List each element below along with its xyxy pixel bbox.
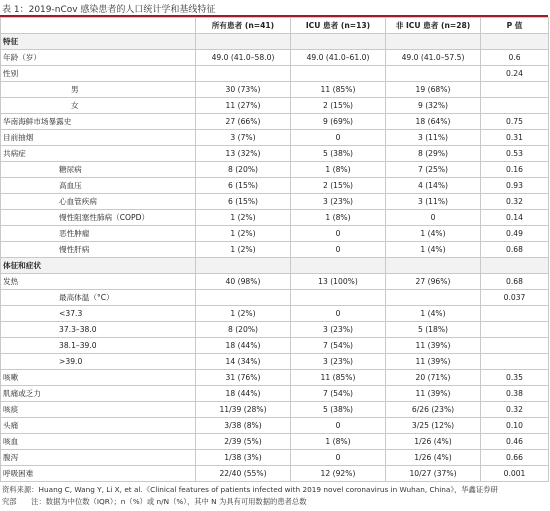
row-label: 咳血 <box>1 434 196 450</box>
cell-icu: 9 (69%) <box>291 114 386 130</box>
table-row <box>1 98 549 114</box>
header-p-value: P 值 <box>481 18 549 34</box>
cell-p-value: 0.31 <box>481 130 549 146</box>
cell-non-icu: 4 (14%) <box>386 178 481 194</box>
row-label: 最高体温（°C） <box>1 290 196 306</box>
row-label: 性别 <box>1 66 196 82</box>
cell-p-value: 0.16 <box>481 162 549 178</box>
row-label: 女 <box>1 98 196 114</box>
cell-all-patients: 27 (66%) <box>196 114 291 130</box>
cell-p-value: 0.6 <box>481 50 549 66</box>
cell-p-value <box>481 322 549 338</box>
table-row <box>1 418 549 434</box>
cell-p-value <box>481 98 549 114</box>
row-label: 腹泻 <box>1 450 196 466</box>
cell-p-value: 0.24 <box>481 66 549 82</box>
row-label: 发热 <box>1 274 196 290</box>
cell-all-patients: 8 (20%) <box>196 162 291 178</box>
table-row <box>1 338 549 354</box>
cell-non-icu: 1 (4%) <box>386 242 481 258</box>
cell-all-patients: 1 (2%) <box>196 242 291 258</box>
cell-non-icu <box>386 66 481 82</box>
cell-icu: 0 <box>291 418 386 434</box>
cell-icu: 49.0 (41.0–61.0) <box>291 50 386 66</box>
cell-icu: 0 <box>291 130 386 146</box>
table-row <box>1 274 549 290</box>
cell-icu: 13 (100%) <box>291 274 386 290</box>
cell-icu: 0 <box>291 226 386 242</box>
cell-all-patients <box>196 66 291 82</box>
cell-p-value: 0.68 <box>481 274 549 290</box>
row-label: 男 <box>1 82 196 98</box>
table-row <box>1 66 549 82</box>
table-header-row <box>1 18 549 34</box>
cell-non-icu: 1 (4%) <box>386 306 481 322</box>
row-label: 特征 <box>1 34 196 50</box>
cell-p-value: 0.53 <box>481 146 549 162</box>
cell-icu: 11 (85%) <box>291 370 386 386</box>
cell-icu: 5 (38%) <box>291 146 386 162</box>
cell-icu: 0 <box>291 450 386 466</box>
cell-non-icu: 1 (4%) <box>386 226 481 242</box>
cell-non-icu: 11 (39%) <box>386 386 481 402</box>
row-label: 共病症 <box>1 146 196 162</box>
table-row <box>1 402 549 418</box>
table-row <box>1 386 549 402</box>
cell-all-patients: 1 (2%) <box>196 306 291 322</box>
cell-icu: 1 (8%) <box>291 210 386 226</box>
cell-p-value: 0.66 <box>481 450 549 466</box>
cell-icu: 0 <box>291 306 386 322</box>
cell-all-patients <box>196 258 291 274</box>
row-label: 头痛 <box>1 418 196 434</box>
table-row <box>1 50 549 66</box>
cell-non-icu: 27 (96%) <box>386 274 481 290</box>
cell-icu: 5 (38%) <box>291 402 386 418</box>
patient-characteristics-table <box>0 17 549 482</box>
table-caption: 表 1：2019-nCov 感染患者的人口统计学和基线特征 <box>2 5 216 15</box>
cell-all-patients: 6 (15%) <box>196 194 291 210</box>
table-row <box>1 450 549 466</box>
table-row <box>1 162 549 178</box>
row-label: 咳嗽 <box>1 370 196 386</box>
row-label: 高血压 <box>1 178 196 194</box>
table-row <box>1 114 549 130</box>
table-row <box>1 322 549 338</box>
table-row <box>1 370 549 386</box>
cell-all-patients <box>196 290 291 306</box>
table-row <box>1 466 549 482</box>
cell-p-value <box>481 354 549 370</box>
cell-p-value: 0.46 <box>481 434 549 450</box>
cell-p-value: 0.93 <box>481 178 549 194</box>
row-label: 恶性肿瘤 <box>1 226 196 242</box>
cell-all-patients: 30 (73%) <box>196 82 291 98</box>
table-row <box>1 194 549 210</box>
cell-icu: 3 (23%) <box>291 322 386 338</box>
row-label: 呼吸困难 <box>1 466 196 482</box>
cell-icu: 7 (54%) <box>291 386 386 402</box>
cell-non-icu: 20 (71%) <box>386 370 481 386</box>
cell-p-value <box>481 306 549 322</box>
cell-p-value: 0.49 <box>481 226 549 242</box>
cell-all-patients: 18 (44%) <box>196 338 291 354</box>
cell-non-icu: 8 (29%) <box>386 146 481 162</box>
header-label <box>1 18 196 34</box>
cell-all-patients: 11 (27%) <box>196 98 291 114</box>
cell-all-patients: 22/40 (55%) <box>196 466 291 482</box>
cell-all-patients: 3 (7%) <box>196 130 291 146</box>
row-label: >39.0 <box>1 354 196 370</box>
cell-p-value: 0.68 <box>481 242 549 258</box>
cell-non-icu <box>386 258 481 274</box>
cell-non-icu: 3/25 (12%) <box>386 418 481 434</box>
cell-non-icu: 18 (64%) <box>386 114 481 130</box>
cell-non-icu: 3 (11%) <box>386 194 481 210</box>
cell-icu <box>291 258 386 274</box>
source-line-2: 究部 注：数据为中位数（IQR）；n（%）或 n/N（%），其中 N 为具有可用数据的患者总数 <box>2 497 307 506</box>
cell-non-icu: 6/26 (23%) <box>386 402 481 418</box>
row-label: 肌痛或乏力 <box>1 386 196 402</box>
cell-icu <box>291 290 386 306</box>
row-label: <37.3 <box>1 306 196 322</box>
cell-all-patients: 13 (32%) <box>196 146 291 162</box>
header-non-icu: 非 ICU 患者 (n=28) <box>386 18 481 34</box>
cell-icu: 3 (23%) <box>291 354 386 370</box>
row-label: 年龄（岁） <box>1 50 196 66</box>
cell-p-value: 0.38 <box>481 386 549 402</box>
cell-p-value: 0.75 <box>481 114 549 130</box>
cell-all-patients: 40 (98%) <box>196 274 291 290</box>
cell-p-value <box>481 34 549 50</box>
cell-all-patients: 31 (76%) <box>196 370 291 386</box>
cell-all-patients: 18 (44%) <box>196 386 291 402</box>
cell-non-icu: 3 (11%) <box>386 130 481 146</box>
cell-non-icu: 10/27 (37%) <box>386 466 481 482</box>
row-label: 目前抽烟 <box>1 130 196 146</box>
cell-all-patients: 14 (34%) <box>196 354 291 370</box>
cell-p-value: 0.32 <box>481 194 549 210</box>
cell-all-patients: 2/39 (5%) <box>196 434 291 450</box>
cell-all-patients: 11/39 (28%) <box>196 402 291 418</box>
table-row <box>1 354 549 370</box>
cell-icu: 0 <box>291 242 386 258</box>
table-row <box>1 434 549 450</box>
cell-non-icu: 11 (39%) <box>386 354 481 370</box>
cell-all-patients: 49.0 (41.0–58.0) <box>196 50 291 66</box>
cell-all-patients: 1 (2%) <box>196 210 291 226</box>
cell-non-icu: 5 (18%) <box>386 322 481 338</box>
row-label: 咳痰 <box>1 402 196 418</box>
cell-icu: 3 (23%) <box>291 194 386 210</box>
cell-all-patients: 1/38 (3%) <box>196 450 291 466</box>
cell-p-value: 0.35 <box>481 370 549 386</box>
table-body <box>1 34 549 482</box>
cell-non-icu: 9 (32%) <box>386 98 481 114</box>
cell-icu: 12 (92%) <box>291 466 386 482</box>
cell-all-patients <box>196 34 291 50</box>
cell-non-icu <box>386 290 481 306</box>
cell-p-value: 0.037 <box>481 290 549 306</box>
row-label: 慢性肝病 <box>1 242 196 258</box>
cell-non-icu: 11 (39%) <box>386 338 481 354</box>
cell-p-value: 0.32 <box>481 402 549 418</box>
header-all-patients: 所有患者 (n=41) <box>196 18 291 34</box>
table-row <box>1 210 549 226</box>
row-label: 体征和症状 <box>1 258 196 274</box>
cell-non-icu: 1/26 (4%) <box>386 434 481 450</box>
table-row <box>1 146 549 162</box>
table-row <box>1 242 549 258</box>
row-label: 37.3–38.0 <box>1 322 196 338</box>
row-label: 华南海鲜市场暴露史 <box>1 114 196 130</box>
header-icu: ICU 患者 (n=13) <box>291 18 386 34</box>
cell-all-patients: 1 (2%) <box>196 226 291 242</box>
cell-icu: 7 (54%) <box>291 338 386 354</box>
cell-non-icu: 1/26 (4%) <box>386 450 481 466</box>
cell-p-value: 0.14 <box>481 210 549 226</box>
row-label: 慢性阻塞性肺病（COPD） <box>1 210 196 226</box>
table-section-row <box>1 258 549 274</box>
cell-icu: 11 (85%) <box>291 82 386 98</box>
cell-all-patients: 3/38 (8%) <box>196 418 291 434</box>
cell-non-icu <box>386 34 481 50</box>
cell-non-icu: 0 <box>386 210 481 226</box>
cell-non-icu: 19 (68%) <box>386 82 481 98</box>
cell-icu: 1 (8%) <box>291 434 386 450</box>
table-row <box>1 82 549 98</box>
cell-p-value: 0.10 <box>481 418 549 434</box>
table-section-row <box>1 34 549 50</box>
cell-non-icu: 49.0 (41.0–57.5) <box>386 50 481 66</box>
cell-all-patients: 6 (15%) <box>196 178 291 194</box>
cell-non-icu: 7 (25%) <box>386 162 481 178</box>
table-row <box>1 290 549 306</box>
cell-icu <box>291 66 386 82</box>
cell-icu <box>291 34 386 50</box>
cell-p-value <box>481 82 549 98</box>
cell-p-value <box>481 258 549 274</box>
table-row <box>1 130 549 146</box>
row-label: 38.1–39.0 <box>1 338 196 354</box>
row-label: 糖尿病 <box>1 162 196 178</box>
cell-p-value: 0.001 <box>481 466 549 482</box>
source-note <box>2 484 548 508</box>
table-row <box>1 226 549 242</box>
row-label: 心血管疾病 <box>1 194 196 210</box>
cell-icu: 1 (8%) <box>291 162 386 178</box>
cell-icu: 2 (15%) <box>291 178 386 194</box>
table-row <box>1 306 549 322</box>
table-row <box>1 178 549 194</box>
cell-icu: 2 (15%) <box>291 98 386 114</box>
source-line-1: 资料来源：Huang C, Wang Y, Li X, et al.《Clinical features of patients infected with 2019 novel coronavirus in Wuhan, China》，华鑫证券研 <box>2 485 498 494</box>
cell-p-value <box>481 338 549 354</box>
cell-all-patients: 8 (20%) <box>196 322 291 338</box>
